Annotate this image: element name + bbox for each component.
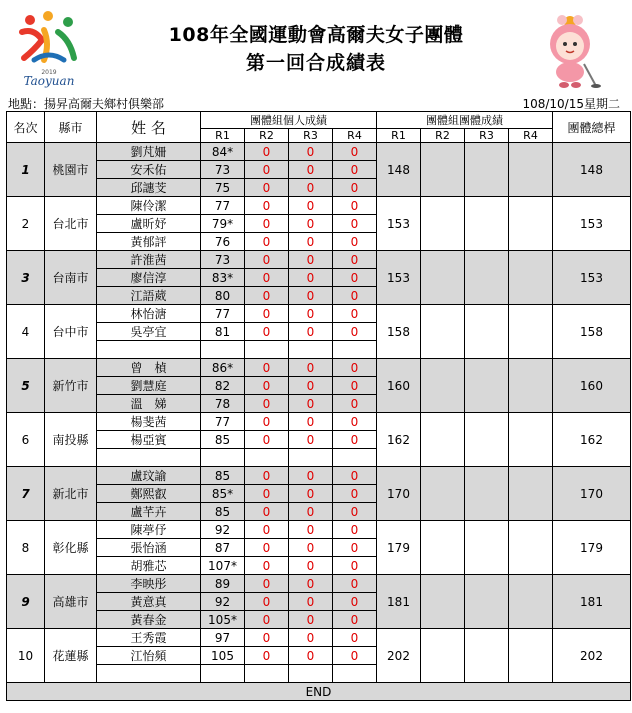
col-name: 姓 名	[97, 112, 201, 143]
player-r2: 0	[245, 557, 289, 575]
col-total: 團體總桿	[553, 112, 631, 143]
player-r2: 0	[245, 593, 289, 611]
player-name: 江怡頻	[97, 647, 201, 665]
team-total: 181	[553, 575, 631, 629]
table-row	[7, 143, 631, 161]
player-r2: 0	[245, 251, 289, 269]
player-r3: 0	[289, 521, 333, 539]
rank-cell: 7	[7, 467, 45, 521]
player-r2: 0	[245, 629, 289, 647]
team-total: 179	[553, 521, 631, 575]
team-total: 202	[553, 629, 631, 683]
player-r1: 92	[201, 521, 245, 539]
player-r2: 0	[245, 611, 289, 629]
player-r2: 0	[245, 215, 289, 233]
player-r1: 81	[201, 323, 245, 341]
player-name: 楊亞賓	[97, 431, 201, 449]
team-r3	[465, 197, 509, 251]
player-name: 王秀霞	[97, 629, 201, 647]
player-r4: 0	[333, 611, 377, 629]
player-r1: 105	[201, 647, 245, 665]
player-r3: 0	[289, 647, 333, 665]
player-r4: 0	[333, 179, 377, 197]
team-r2	[421, 143, 465, 197]
player-r1: 97	[201, 629, 245, 647]
player-r1: 89	[201, 575, 245, 593]
results-table	[6, 111, 631, 701]
player-r4: 0	[333, 575, 377, 593]
player-r2: 0	[245, 269, 289, 287]
player-name: 邱譓芠	[97, 179, 201, 197]
end-label: END	[7, 683, 631, 701]
player-r1: 77	[201, 197, 245, 215]
player-name: 黃意真	[97, 593, 201, 611]
player-r1: 86*	[201, 359, 245, 377]
player-name: 盧昕妤	[97, 215, 201, 233]
team-r3	[465, 467, 509, 521]
player-r3: 0	[289, 503, 333, 521]
table-row	[7, 575, 631, 593]
player-r1: 77	[201, 305, 245, 323]
player-r1	[201, 449, 245, 467]
rank-cell: 4	[7, 305, 45, 359]
player-r3: 0	[289, 215, 333, 233]
player-r2: 0	[245, 161, 289, 179]
player-r3: 0	[289, 431, 333, 449]
player-r4: 0	[333, 251, 377, 269]
col-ind-r4: R4	[333, 129, 377, 143]
team-r1: 202	[377, 629, 421, 683]
player-name: 溫 娣	[97, 395, 201, 413]
team-r4	[509, 359, 553, 413]
player-r2: 0	[245, 521, 289, 539]
team-r2	[421, 413, 465, 467]
team-r4	[509, 197, 553, 251]
player-r1: 83*	[201, 269, 245, 287]
table-row	[7, 359, 631, 377]
player-r4: 0	[333, 269, 377, 287]
team-r3	[465, 575, 509, 629]
player-name: 曾 楨	[97, 359, 201, 377]
player-r1: 85	[201, 431, 245, 449]
player-r3: 0	[289, 485, 333, 503]
col-individual-group: 團體組個人成績	[201, 112, 377, 129]
table-row	[7, 467, 631, 485]
player-r2: 0	[245, 413, 289, 431]
player-r1: 80	[201, 287, 245, 305]
player-r1: 79*	[201, 215, 245, 233]
player-r2: 0	[245, 143, 289, 161]
player-r3: 0	[289, 575, 333, 593]
rank-cell: 10	[7, 629, 45, 683]
rank-cell: 5	[7, 359, 45, 413]
team-r4	[509, 467, 553, 521]
player-r2: 0	[245, 467, 289, 485]
player-r3: 0	[289, 161, 333, 179]
team-r1: 153	[377, 251, 421, 305]
team-r4	[509, 629, 553, 683]
rank-cell: 9	[7, 575, 45, 629]
logo-year: 2019	[41, 69, 57, 76]
player-r3: 0	[289, 629, 333, 647]
team-r2	[421, 467, 465, 521]
player-r3: 0	[289, 593, 333, 611]
player-r4: 0	[333, 431, 377, 449]
team-r3	[465, 359, 509, 413]
player-r4: 0	[333, 557, 377, 575]
team-r1: 158	[377, 305, 421, 359]
player-r1: 82	[201, 377, 245, 395]
player-r1: 78	[201, 395, 245, 413]
team-total: 170	[553, 467, 631, 521]
player-r2: 0	[245, 503, 289, 521]
city-cell: 彰化縣	[45, 521, 97, 575]
player-r2: 0	[245, 197, 289, 215]
player-name: 胡雅芯	[97, 557, 201, 575]
team-r1: 153	[377, 197, 421, 251]
player-r2: 0	[245, 575, 289, 593]
player-r1: 77	[201, 413, 245, 431]
player-r3: 0	[289, 395, 333, 413]
player-r2: 0	[245, 179, 289, 197]
player-r1: 73	[201, 251, 245, 269]
city-cell: 花蓮縣	[45, 629, 97, 683]
player-r1: 92	[201, 593, 245, 611]
date-label: 108/10/15星期二	[522, 97, 620, 111]
player-r4: 0	[333, 413, 377, 431]
player-r4: 0	[333, 359, 377, 377]
venue-label: 地點：揚昇高爾夫鄉村俱樂部	[8, 97, 165, 111]
table-row	[7, 197, 631, 215]
player-name: 廖信淳	[97, 269, 201, 287]
player-r3: 0	[289, 467, 333, 485]
rank-cell: 6	[7, 413, 45, 467]
player-r4: 0	[333, 521, 377, 539]
player-r1: 85	[201, 503, 245, 521]
col-city: 縣市	[45, 112, 97, 143]
player-r4: 0	[333, 143, 377, 161]
player-name: 吳亭宜	[97, 323, 201, 341]
player-r4: 0	[333, 323, 377, 341]
player-r2: 0	[245, 287, 289, 305]
team-r1: 179	[377, 521, 421, 575]
player-name: 許淮茜	[97, 251, 201, 269]
player-r2	[245, 665, 289, 683]
player-name: 黃春金	[97, 611, 201, 629]
player-r3: 0	[289, 557, 333, 575]
player-r1	[201, 341, 245, 359]
player-name: 劉慧庭	[97, 377, 201, 395]
player-name: 鄭熙叡	[97, 485, 201, 503]
team-r2	[421, 575, 465, 629]
player-r2: 0	[245, 539, 289, 557]
player-r1: 85*	[201, 485, 245, 503]
player-r4: 0	[333, 197, 377, 215]
player-r2: 0	[245, 395, 289, 413]
col-ind-r1: R1	[201, 129, 245, 143]
page-subtitle: 第一回合成績表	[245, 52, 386, 74]
player-r3: 0	[289, 611, 333, 629]
rank-cell: 2	[7, 197, 45, 251]
team-total: 160	[553, 359, 631, 413]
player-name: 安禾佑	[97, 161, 201, 179]
team-r2	[421, 251, 465, 305]
page-title: 108年全國運動會高爾夫女子團體	[168, 24, 464, 46]
end-row	[7, 683, 631, 701]
mascot-icon	[540, 12, 608, 90]
team-r3	[465, 305, 509, 359]
player-name: 江語葳	[97, 287, 201, 305]
team-r2	[421, 359, 465, 413]
col-team-r3: R3	[465, 129, 509, 143]
player-r1: 107*	[201, 557, 245, 575]
player-r3: 0	[289, 143, 333, 161]
team-r4	[509, 305, 553, 359]
team-r1: 160	[377, 359, 421, 413]
player-r3: 0	[289, 377, 333, 395]
city-cell: 台北市	[45, 197, 97, 251]
player-name: 盧芊卉	[97, 503, 201, 521]
team-r2	[421, 197, 465, 251]
player-r4: 0	[333, 503, 377, 521]
player-name: 盧玟諭	[97, 467, 201, 485]
player-r3: 0	[289, 197, 333, 215]
table-row	[7, 251, 631, 269]
team-r4	[509, 413, 553, 467]
table-row	[7, 305, 631, 323]
player-r2: 0	[245, 233, 289, 251]
player-r2	[245, 449, 289, 467]
player-r1: 85	[201, 467, 245, 485]
col-ind-r3: R3	[289, 129, 333, 143]
player-r3: 0	[289, 251, 333, 269]
col-ind-r2: R2	[245, 129, 289, 143]
col-team-r4: R4	[509, 129, 553, 143]
table-row	[7, 413, 631, 431]
player-name	[97, 449, 201, 467]
player-r4	[333, 341, 377, 359]
header-row	[7, 112, 631, 129]
player-r4: 0	[333, 233, 377, 251]
team-r1: 181	[377, 575, 421, 629]
rank-cell: 1	[7, 143, 45, 197]
team-r3	[465, 251, 509, 305]
player-r3: 0	[289, 413, 333, 431]
player-r3: 0	[289, 323, 333, 341]
player-r4: 0	[333, 215, 377, 233]
player-name: 楊斐茜	[97, 413, 201, 431]
player-r4: 0	[333, 377, 377, 395]
player-name: 李映彤	[97, 575, 201, 593]
table-row	[7, 629, 631, 647]
player-r3: 0	[289, 233, 333, 251]
player-r2	[245, 341, 289, 359]
player-r4: 0	[333, 161, 377, 179]
team-total: 153	[553, 251, 631, 305]
player-name: 林怡溏	[97, 305, 201, 323]
player-r1: 76	[201, 233, 245, 251]
col-team-r2: R2	[421, 129, 465, 143]
team-total: 158	[553, 305, 631, 359]
logo-text: Taoyuan	[23, 74, 75, 88]
player-name: 陳葶伃	[97, 521, 201, 539]
city-cell: 南投縣	[45, 413, 97, 467]
team-total: 162	[553, 413, 631, 467]
team-r4	[509, 251, 553, 305]
report-header	[0, 0, 632, 95]
team-r2	[421, 521, 465, 575]
team-total: 148	[553, 143, 631, 197]
player-r4	[333, 665, 377, 683]
player-name: 張怡涵	[97, 539, 201, 557]
team-r1: 148	[377, 143, 421, 197]
player-r2: 0	[245, 431, 289, 449]
player-r1: 105*	[201, 611, 245, 629]
player-r4	[333, 449, 377, 467]
player-r2: 0	[245, 323, 289, 341]
team-r4	[509, 521, 553, 575]
player-name	[97, 341, 201, 359]
player-r1: 87	[201, 539, 245, 557]
team-r4	[509, 575, 553, 629]
team-total: 153	[553, 197, 631, 251]
player-r3	[289, 665, 333, 683]
rank-cell: 8	[7, 521, 45, 575]
player-r2: 0	[245, 359, 289, 377]
player-r1: 75	[201, 179, 245, 197]
team-r1: 162	[377, 413, 421, 467]
player-r3: 0	[289, 179, 333, 197]
player-r4: 0	[333, 539, 377, 557]
player-r1: 73	[201, 161, 245, 179]
team-r4	[509, 143, 553, 197]
player-name: 劉芃姍	[97, 143, 201, 161]
player-r3: 0	[289, 305, 333, 323]
player-r4: 0	[333, 287, 377, 305]
team-r3	[465, 629, 509, 683]
team-r3	[465, 413, 509, 467]
rank-cell: 3	[7, 251, 45, 305]
player-r2: 0	[245, 647, 289, 665]
player-r3: 0	[289, 269, 333, 287]
team-r1: 170	[377, 467, 421, 521]
player-r3	[289, 449, 333, 467]
city-cell: 高雄市	[45, 575, 97, 629]
table-row	[7, 521, 631, 539]
city-cell: 台中市	[45, 305, 97, 359]
city-cell: 台南市	[45, 251, 97, 305]
player-r2: 0	[245, 377, 289, 395]
player-r4: 0	[333, 467, 377, 485]
city-cell: 桃園市	[45, 143, 97, 197]
city-cell: 新竹市	[45, 359, 97, 413]
team-r3	[465, 143, 509, 197]
player-r2: 0	[245, 485, 289, 503]
player-r3: 0	[289, 359, 333, 377]
player-r3: 0	[289, 287, 333, 305]
player-r4: 0	[333, 395, 377, 413]
team-r2	[421, 629, 465, 683]
player-name: 黃郁評	[97, 233, 201, 251]
player-r1	[201, 665, 245, 683]
col-team-r1: R1	[377, 129, 421, 143]
col-team-group: 團體組團體成績	[377, 112, 553, 129]
player-r4: 0	[333, 485, 377, 503]
player-name: 陳伶潔	[97, 197, 201, 215]
player-r3: 0	[289, 539, 333, 557]
team-r3	[465, 521, 509, 575]
player-r4: 0	[333, 629, 377, 647]
player-r3	[289, 341, 333, 359]
player-r4: 0	[333, 305, 377, 323]
player-name	[97, 665, 201, 683]
player-r2: 0	[245, 305, 289, 323]
player-r1: 84*	[201, 143, 245, 161]
col-rank: 名次	[7, 112, 45, 143]
city-cell: 新北市	[45, 467, 97, 521]
player-r4: 0	[333, 593, 377, 611]
player-r4: 0	[333, 647, 377, 665]
team-r2	[421, 305, 465, 359]
